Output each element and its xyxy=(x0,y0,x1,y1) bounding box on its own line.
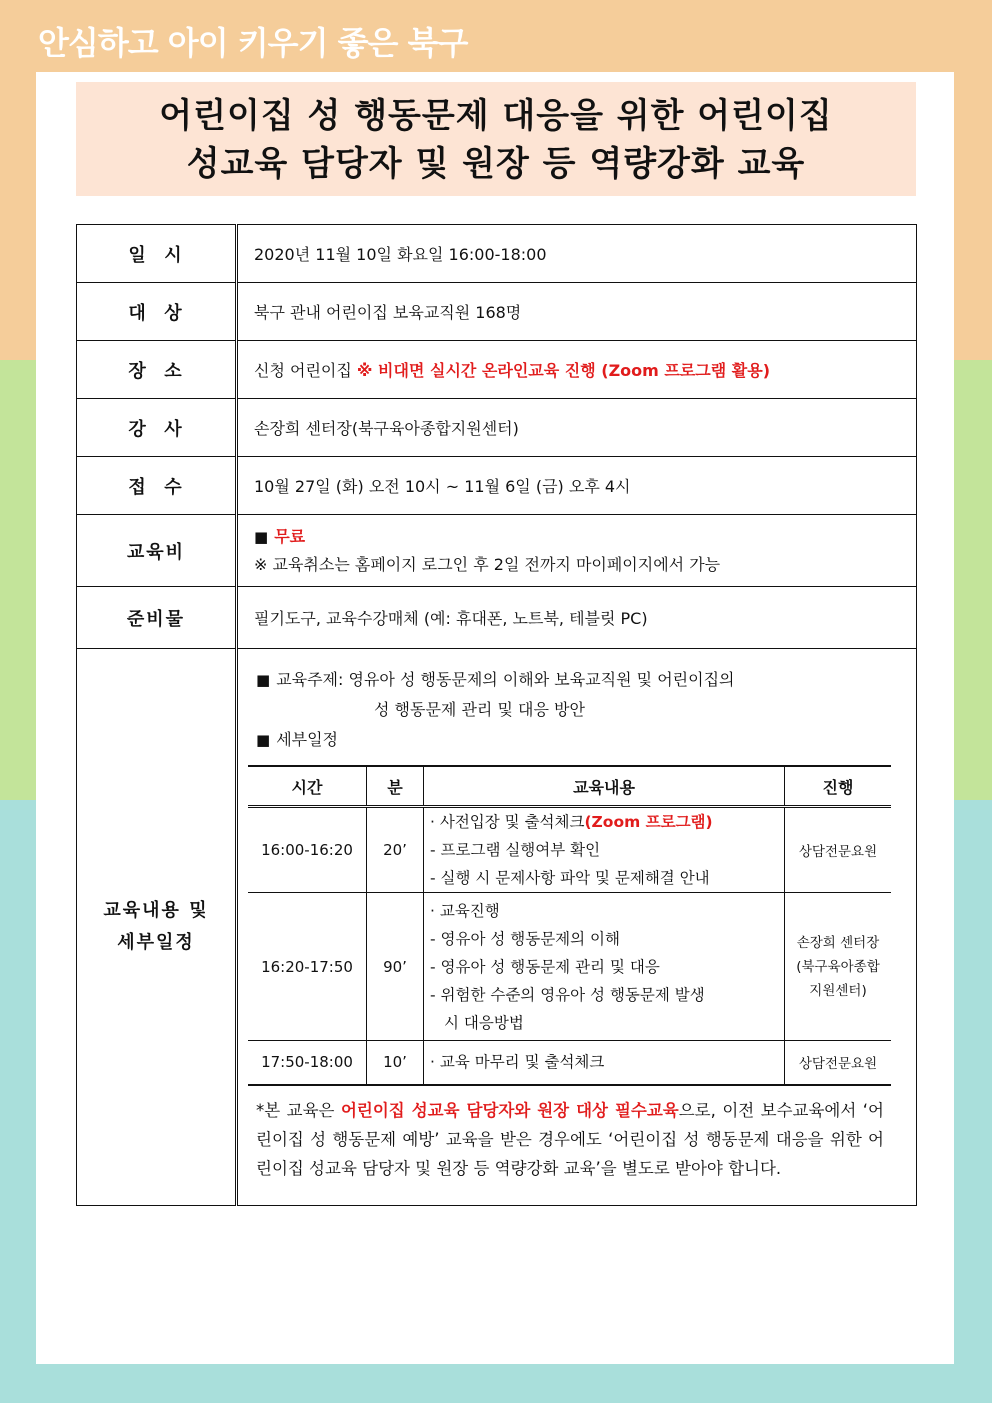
topic-line-2: 성 행동문제 관리 및 대응 방안 xyxy=(374,700,585,719)
date-label: 일 시 xyxy=(77,225,237,283)
header-host: 진행 xyxy=(785,766,892,807)
row-place xyxy=(77,341,917,399)
content-cell: · 교육진행 - 영유아 성 행동문제의 이해 - 영유아 성 행동문제 관리 및 대응 - 위험한 수준의 영유아 성 행동문제 발생 시 대응방법 xyxy=(424,893,785,1041)
square-bullet-icon: ■ xyxy=(256,731,271,749)
reception-label: 접 수 xyxy=(77,457,237,515)
target-value: 북구 관내 어린이집 보육교직원 168명 xyxy=(237,283,917,341)
row-fee xyxy=(77,515,917,587)
place-online-note: ※ 비대면 실시간 온라인교육 진행 (Zoom 프로그램 활용) xyxy=(356,361,771,380)
host-cell: 상담전문요원 xyxy=(785,1041,892,1085)
time-cell: 17:50-18:00 xyxy=(248,1041,367,1085)
reception-value: 10월 27일 (화) 오전 10시 ~ 11월 6일 (금) 오후 4시 xyxy=(237,457,917,515)
row-target xyxy=(77,283,917,341)
place-label: 장 소 xyxy=(77,341,237,399)
time-cell: 16:20-17:50 xyxy=(248,893,367,1041)
host-cell: 손장희 센터장 (북구육아종합 지원센터) xyxy=(785,893,892,1041)
row-date xyxy=(77,225,917,283)
time-cell: 16:00-16:20 xyxy=(248,807,367,893)
content-label: 교육내용 및 세부일정 xyxy=(77,649,237,1206)
row-reception xyxy=(77,457,917,515)
table-row xyxy=(248,807,891,893)
row-content xyxy=(77,649,917,1206)
target-label: 대 상 xyxy=(77,283,237,341)
square-bullet-icon: ■ xyxy=(254,527,269,546)
table-row xyxy=(248,1041,891,1085)
content-cell: · 교육 마무리 및 출석체크 xyxy=(424,1041,785,1085)
fee-cancel-note: ※ 교육취소는 홈페이지 로그인 후 2일 전까지 마이페이지에서 가능 xyxy=(254,554,721,574)
supplies-label: 준비물 xyxy=(77,587,237,649)
minutes-cell: 20’ xyxy=(367,807,424,893)
schedule-title: 세부일정 xyxy=(276,730,339,749)
info-table xyxy=(76,224,917,1206)
header-content: 교육내용 xyxy=(424,766,785,807)
document-paper xyxy=(36,72,954,1364)
supplies-value: 필기도구, 교육수강매체 (예: 휴대폰, 노트북, 테블릿 PC) xyxy=(237,587,917,649)
lecturer-value: 손장희 센터장(북구육아종합지원센터) xyxy=(237,399,917,457)
square-bullet-icon: ■ xyxy=(256,671,271,689)
fee-label: 교육비 xyxy=(77,515,237,587)
content-value xyxy=(237,649,917,1206)
host-cell: 상담전문요원 xyxy=(785,807,892,893)
schedule-header-row xyxy=(248,766,891,807)
fee-free: 무료 xyxy=(274,526,306,546)
topic-line-1: 교육주제: 영유아 성 행동문제의 이해와 보육교직원 및 어린이집의 xyxy=(276,670,735,689)
lecturer-label: 강 사 xyxy=(77,399,237,457)
row-lecturer xyxy=(77,399,917,457)
content-cell: · 사전입장 및 출석체크(Zoom 프로그램) - 프로그램 실행여부 확인 - 실행 시 문제사항 파악 및 문제해결 안내 xyxy=(424,807,785,893)
header-time: 시간 xyxy=(248,766,367,807)
place-text: 신청 어린이집 xyxy=(254,361,352,380)
title-line-1: 어린이집 성 행동문제 대응을 위한 어린이집 xyxy=(159,96,833,136)
mandatory-notice: *본 교육은 어린이집 성교육 담당자와 원장 대상 필수교육으로, 이전 보수교육에서 ‘어린이집 성 행동문제 예방’ 교육을 받은 경우에도 ‘어린이집 성 행동문제 대응을 위한 어린이집 성교육 담당자 및 원장 등 역량강화 교육’을 별도로 받아야 합니다. xyxy=(256,1100,884,1178)
notice-highlight: 어린이집 성교육 담당자와 원장 대상 필수교육 xyxy=(340,1100,679,1120)
fee-value xyxy=(237,515,917,587)
title-box xyxy=(76,82,916,196)
schedule-table xyxy=(248,765,891,1086)
title-line-2: 성교육 담당자 및 원장 등 역량강화 교육 xyxy=(186,144,806,184)
slogan: 안심하고 아이 키우기 좋은 북구 xyxy=(38,24,468,62)
minutes-cell: 90’ xyxy=(367,893,424,1041)
date-value: 2020년 11월 10일 화요일 16:00-18:00 xyxy=(237,225,917,283)
minutes-cell: 10’ xyxy=(367,1041,424,1085)
header-minutes: 분 xyxy=(367,766,424,807)
row-supplies xyxy=(77,587,917,649)
table-row xyxy=(248,893,891,1041)
place-value xyxy=(237,341,917,399)
